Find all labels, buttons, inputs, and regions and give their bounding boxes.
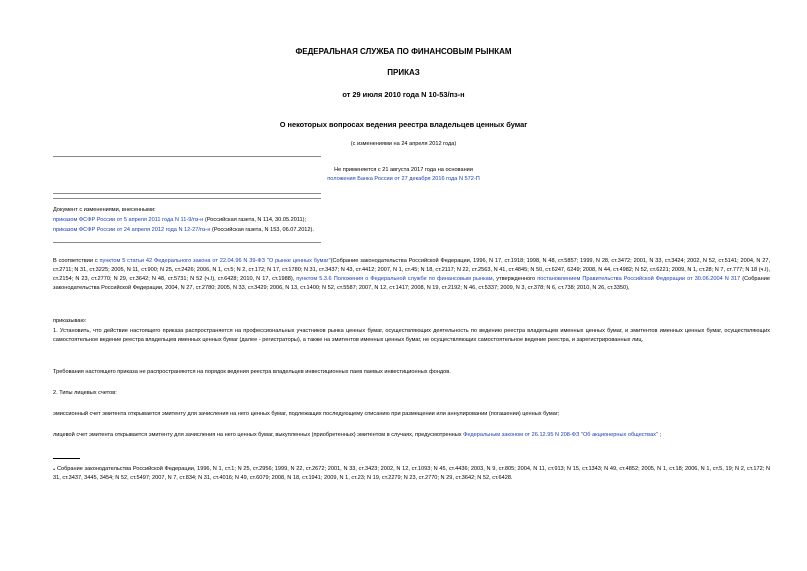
doc-type: ПРИКАЗ bbox=[387, 68, 420, 77]
amendment-item bbox=[53, 226, 753, 235]
status-line: Не применяется с 21 августа 2017 года на основании bbox=[334, 167, 473, 173]
amendment-source: (Российская газета, N 114, 30.05.2011); bbox=[203, 217, 307, 223]
amendment-item bbox=[53, 216, 753, 225]
status-link[interactable]: положения Банка России от 27 декабря 2016 года N 572-П bbox=[327, 176, 480, 182]
doc-date-number: от 29 июля 2010 года N 10-53/пз-н bbox=[342, 90, 465, 99]
preamble-text: (Собрание законодательства Российской Федерации, 2004, N 27, ст.2780; 2005, N 33, ст.3429; 2006, N 13, ст.1400; N 52, ст.5587; 2007, N 12, ст.1417; 2008, N 19, ст.2192; N 46, ст.5337; 2009, N 3, ст.378; N 6, ст.738; 2010, N 26, ст.3350), bbox=[53, 276, 770, 291]
divider bbox=[53, 156, 321, 157]
paragraph-3: 2. Типы лицевых счетов: bbox=[53, 390, 117, 396]
footnote-divider bbox=[53, 458, 80, 459]
divider bbox=[53, 198, 321, 199]
paragraph-1: 1. Установить, что действие настоящего приказа распространяется на профессиональных участников рынка ценных бумаг, осуществляющих деятельность по ведению реестра владельцев именных ценных бумаг, и эмитентов именных ценных бумаг, осуществляющих самостоятельное ведение реестра владельцев именных ценных бумаг (далее - регистраторы), а также на эмитентов именных ценных бумаг, не осуществляющих самостоятельное ведение реестра, и зарегистрированных лиц. bbox=[53, 328, 770, 343]
regulation-link[interactable]: пунктом 5.3.6 Положения о Федеральной службе по финансовым рынкам bbox=[296, 276, 493, 282]
doc-title: О некоторых вопросах ведения реестра владельцев ценных бумаг bbox=[279, 120, 528, 129]
amendment-source: (Российская газета, N 153, 06.07.2012). bbox=[210, 227, 314, 233]
amendment-link[interactable]: приказом ФСФР России от 24 апреля 2012 года N 12-27/пз-н bbox=[53, 227, 211, 233]
footnote bbox=[53, 463, 770, 483]
preamble bbox=[53, 257, 770, 293]
joint-stock-law-link[interactable]: Федеральным законом от 26.12.95 N 208-ФЗ "Об акционерных обществах" bbox=[463, 432, 658, 438]
status-link-line bbox=[0, 175, 807, 184]
divider bbox=[53, 242, 321, 243]
paragraph-2: Требования настоящего приказа не распространяются на порядок ведения реестра владельцев инвестиционных паев паевых инвестиционных фондов. bbox=[53, 369, 451, 375]
preamble-text: В соответствии с bbox=[53, 258, 100, 264]
law-link[interactable]: пунктом 5 статьи 42 Федерального закона от 22.04.96 N 39-ФЗ "О рынке ценных бумаг" bbox=[99, 258, 331, 264]
footnote-mark: . bbox=[53, 463, 56, 472]
order-word: приказываю: bbox=[53, 318, 87, 324]
footnote-text: Собрание законодательства Российской Федерации, 1996, N 1, ст.1; N 25, ст.2956; 1999, N 22, ст.2672; 2001, N 33, ст.3423; 2002, N 12, ст.1093; N 45, ст.4436; 2003, N 9, ст.805; 2004, N 11, ст.913; N 15, ст.1343; N 49, ст.4852; 2005, N 1, ст.18; 2006, N 1, ст.5, 19; N 2, ст.172; N 31, ст.3437, 3445, 3454; N 52, ст.5497; 2007, N 7, ст.834; N 31, ст.4016; N 49, ст.6079; 2008, N 18, ст.1941; 2009, N 1, ст.23; N 19, ст.2279; N 23, ст.2770; N 29, ст.3642; N 52, ст.6428. bbox=[53, 466, 770, 481]
preamble-text: (Собрание законодательства Российской Федерации, 1996, N 17, ст.1918; 1998, N 48, ст.5857; 1999, N 28, ст.3472; 2001, N 33, ст.3424; 2002, N 52, ст.5141; 2004, N 27, ст.2711; N 31, ст.3225; 2005, N 11, ст.900; N 25, ст.2426; 2006, N 1, ст.5; N 2, ст.172; N 17, ст.1780; N 31, ст.3437; N 43, ст.4412; 2007, N 1, ст.45; N 18, ст.2117; N 22, ст.2563, N 41, ст.4845; N 50, ст.6247, 6249; 2008, N 44, ст.4982; N 52, ст.6221; 2009, N 1, ст.28; N 7, ст.777; N 18 (ч.I), ст.2154; N 23, ст.2770; N 29, ст.3642; N 48, ст.5731; N 52 (ч.I), ст.6428; 2010, N 17, ст.1988), bbox=[53, 258, 770, 282]
preamble-text: , утвержденного bbox=[492, 276, 538, 282]
paragraph-5-text: ; bbox=[657, 432, 662, 438]
paragraph-4: эмиссионный счет эмитента открывается эмитенту для зачисления на него ценных бумаг, подлежащих последующему списанию при размещении или аннулировании (погашении) ценных бумаг; bbox=[53, 411, 560, 417]
revision-note: (с изменениями на 24 апреля 2012 года) bbox=[350, 141, 457, 147]
paragraph-5-text: лицевой счет эмитента открывается эмитенту для зачисления на него ценных бумаг, выкупленных (приобретенных) эмитентом в случаях, предусмотренных bbox=[53, 432, 464, 438]
amendments-label: Документ с изменениями, внесенными: bbox=[53, 207, 156, 213]
paragraph-5 bbox=[53, 431, 770, 440]
resolution-link[interactable]: постановлением Правительства Российской Федерации от 30.06.2004 N 317 bbox=[537, 276, 741, 282]
amendment-link[interactable]: приказом ФСФР России от 5 апреля 2011 года N 11-9/пз-н bbox=[53, 217, 204, 223]
divider bbox=[53, 193, 321, 194]
agency-name: ФЕДЕРАЛЬНАЯ СЛУЖБА ПО ФИНАНСОВЫМ РЫНКАМ bbox=[295, 47, 512, 56]
